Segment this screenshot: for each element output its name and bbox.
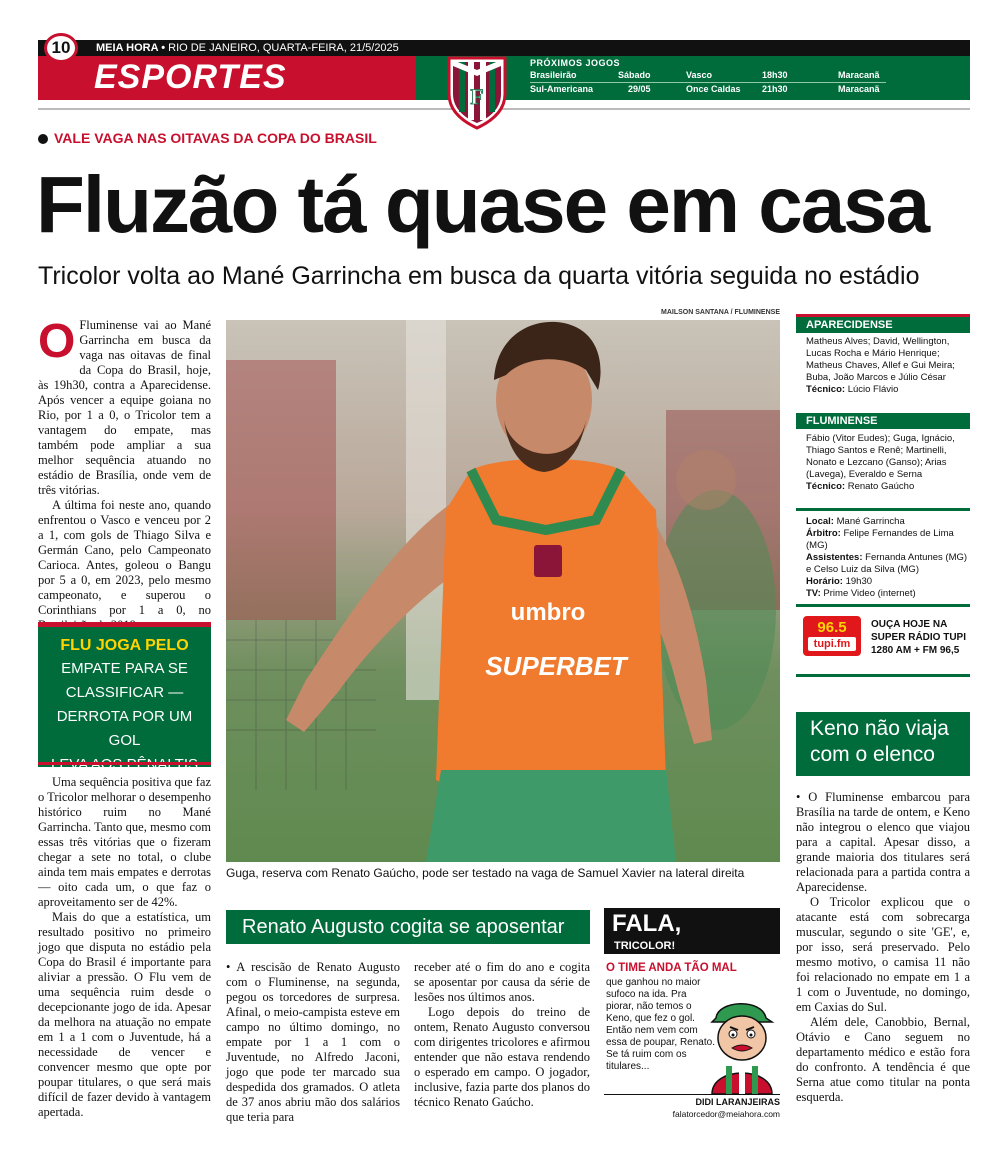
kicker [38,130,377,146]
games-divider [530,82,886,83]
flu-box-line: DERROTA POR UM GOL [56,708,193,749]
radio-rule [796,604,970,607]
keno-title-line: Keno não viaja [810,717,949,740]
headline: Fluzão tá quase em casa [36,160,929,249]
tupi-logo [803,616,861,656]
paragraph: A última foi neste ano, quando enfrentou o Vasco e venceu por 2 a 1, com gols de Thiago Silva e Germán Cano, pelo Campeonato Carioca. Antes, goleou o Bangu por 5 a 0, em 2023, pelo mesmo campeonato, e superou o Corinthians por 1 a 0, no [38,498,211,617]
shirt-brand: umbro [510,599,586,626]
tupi-name: tupi.fm [808,637,856,651]
paragraph: Além dele, Canobbio, Bernal, Otávio e Cano seguem no departamento médico e estão fora do confronto. A tendência é que Serna atue como titular na ponta esquerda. [796,1015,970,1104]
game-date: Sábado [618,70,651,80]
radio-promo [871,618,966,657]
info-value: Mané Garrincha [836,516,905,527]
paper-dateline [96,40,399,56]
team2-players: Fábio (Vitor Eudes); Guga, Ignácio, Thiago Santos e Renê; Martinelli, Nonato e Lezcano (Ganso); Arias (Lavega), Everaldo e Serna [806,433,955,480]
fala-quote-title: O TIME ANDA TÃO MAL [606,962,737,974]
photo-caption: Guga, reserva com Renato Gaúcho, pode ser testado na vaga de Samuel Xavier na lateral direita [226,866,745,880]
game-date: 29/05 [628,84,651,94]
renato-column-b [414,960,590,1110]
game-competition: Brasileirão [530,70,577,80]
paragraph: receber até o fim do ano e cogita se aposentar por causa da série de lesões nos últimos anos. [414,960,590,1004]
game-opponent: Vasco [686,70,713,80]
team2-lineup [806,433,966,493]
radio-line: SUPER RÁDIO TUPI [871,632,967,643]
team2-title: FLUMINENSE [796,413,970,429]
flu-box-line: EMPATE PARA SE [61,660,188,677]
team1-players: Matheus Alves; David, Wellington, Lucas Rocha e Mário Henrique; Matheus Chaves, Allef e Gui Meira; Buba, João Marcos e Júlio César [806,336,955,383]
info-label: Horário: [806,576,843,587]
paragraph: • O Fluminense embarcou para Brasília na tarde de ontem, e Keno não integrou o elenco que viajou para a capital. Apesar disso, a grande maioria dos titulares será relacionada para a partida contra a Aparecidense. [796,790,970,894]
flu-box-line [44,753,205,777]
tupi-frequency: 96.5 [817,619,847,636]
info-label: Árbitro: [806,528,841,539]
game-venue: Maracanã [838,70,880,80]
coach-label: Técnico: [806,481,846,492]
fala-rule [604,1094,780,1095]
info-value: Felipe Fernandes de Lima (MG) [806,528,954,551]
photo-credit: MAILSON SANTANA / FLUMINENSE [661,309,780,316]
flu-box-title: FLU JOGA PELO [60,637,189,654]
fan-cartoon-icon [702,994,782,1094]
info-label: Local: [806,516,834,527]
flu-box-line: CLASSIFICAR — [65,684,184,701]
game-time: 21h30 [762,84,788,94]
team1-lineup [806,336,966,396]
radio-line: OUÇA HOJE NA [871,619,948,630]
flu-plays-box [38,622,211,767]
game-opponent: Once Caldas [686,84,741,94]
info-label: TV: [806,588,821,599]
paper-name: MEIA HORA [96,42,159,54]
fluminense-shield-icon [446,56,508,130]
svg-text:F: F [470,84,484,109]
dropcap: O [38,315,76,368]
keno-title-line: com o elenco [810,743,935,766]
paragraph: Uma sequência positiva que faz o Tricolor melhorar o desempenho histórico ruim no Mané Garrincha. Tanto que, mesmo com essas três vitórias que o fizeram chegar a sete no total, o clube ainda tem mais empates e derrotas — oito cada um, o que faz o aproveitamento ser de 42%. [38,775,211,909]
paragraph: • A rescisão de Renato Augusto com o Fluminense, na segunda, pegou os torcedores de surpresa. Afinal, o meio-campista esteve em campo no último domingo, no empate por 1 a 1 com o Juventude, no Alfredo Jaconi, jogo que pode ter marcado sua despedida dos gramados. O atleta de 37 anos abriu mão dos salários que teria para [226,960,400,1124]
game-time: 18h30 [762,70,788,80]
player-photo-illustration [226,320,780,862]
paragraph: Mais do que a estatística, um resultado positivo no primeiro jogo que disputa no estádio pela Copa do Brasil é importante para aliviar a pressão. O Flu vem de uma sequência ruim desde o decepcionante jogo de ida. Apesar da melhora na atuação no empate em 1 a 1 com o Juventude, há a necessidade de vencer e convencer mesmo que opte por poupar titulares, o que será mais difícil de fazer devido à vantagem apertada. [38,910,211,1119]
team1-title: APARECIDENSE [796,317,970,333]
team2-coach: Renato Gaúcho [847,481,915,492]
keno-article [796,790,970,1105]
keno-title-box [796,712,970,776]
subheadline: Tricolor volta ao Mané Garrincha em busca da quarta vitória seguida no estádio [38,262,920,290]
fala-quote-text: que ganhou no maior sufoco na ida. Pra piorar, não temos o Keno, que fez o gol. Então nem vem com essa de poupar, Renato. Se tá ruim com os titulares... [606,977,715,1072]
article-column-1-continued [38,775,211,1120]
renato-column-a [226,960,400,1125]
paragraph: Fluminense vai ao Mané Garrincha em busca da vaga nas oitavas de final da Copa do Brasil, hoje, às 19h30, contra a Aparecidense. Após vencer a equipe goiana no Rio, por 1 a 0, o Tricolor tem a vantagem do empate, mas também pode ampliar a sua melhor sequência atuando no estádio de Brasília, onde vem de três vitórias. [38,318,211,497]
bullet-icon [38,134,48,144]
game-competition: Sul-Americana [530,84,594,94]
coach-label: Técnico: [806,384,846,395]
section-title: ESPORTES [94,58,287,96]
fala-email: falatorcedor@meiahora.com [672,1109,780,1119]
info-rule [796,508,970,511]
kicker-text: VALE VAGA NAS OITAVAS DA COPA DO BRASIL [54,130,377,146]
next-games-title: PRÓXIMOS JOGOS [530,58,621,68]
paragraph: O Tricolor explicou que o atacante está com sobrecarga muscular, segundo o site 'GE', e, por isso, será preservado. Pelo mesmo motivo, o camisa 11 não foi relacionado no empate em 1 a 1 com o Juventude, no domingo, em Caxias do Sul. [796,895,970,1014]
city-date: RIO DE JANEIRO, QUARTA-FEIRA, 21/5/2025 [168,42,399,54]
radio-bottom-rule [796,674,970,677]
fala-subtitle: TRICOLOR! [614,940,676,952]
separator: • [161,42,166,54]
article-column-1 [38,315,211,633]
page-number: 10 [44,33,78,63]
info-label: Assistentes: [806,552,863,563]
flu-box-rule [38,762,211,765]
radio-line: 1280 AM + FM 96,5 [871,645,960,656]
game-venue: Maracanã [838,84,880,94]
fala-title: FALA, [612,910,682,937]
shirt-sponsor: SUPERBET [485,651,627,681]
info-value: Fernanda Antunes (MG) e Celso Luiz da Silva (MG) [806,552,968,575]
info-value: Prime Video (internet) [823,588,916,599]
renato-title-box: Renato Augusto cogita se aposentar [226,910,590,944]
info-value: 19h30 [845,576,873,587]
paragraph: Logo depois do treino de ontem, Renato Augusto conversou com dirigentes tricolores e afirmou entender que não estava rendendo o esperado em campo. O jogador, inclusive, fazia parte dos planos do técnico Renato Gaúcho. [414,1005,590,1109]
team1-coach: Lúcio Flávio [847,384,899,395]
fala-author: DIDI LARANJEIRAS [695,1097,780,1107]
match-info [806,516,968,600]
main-photo [226,320,780,862]
